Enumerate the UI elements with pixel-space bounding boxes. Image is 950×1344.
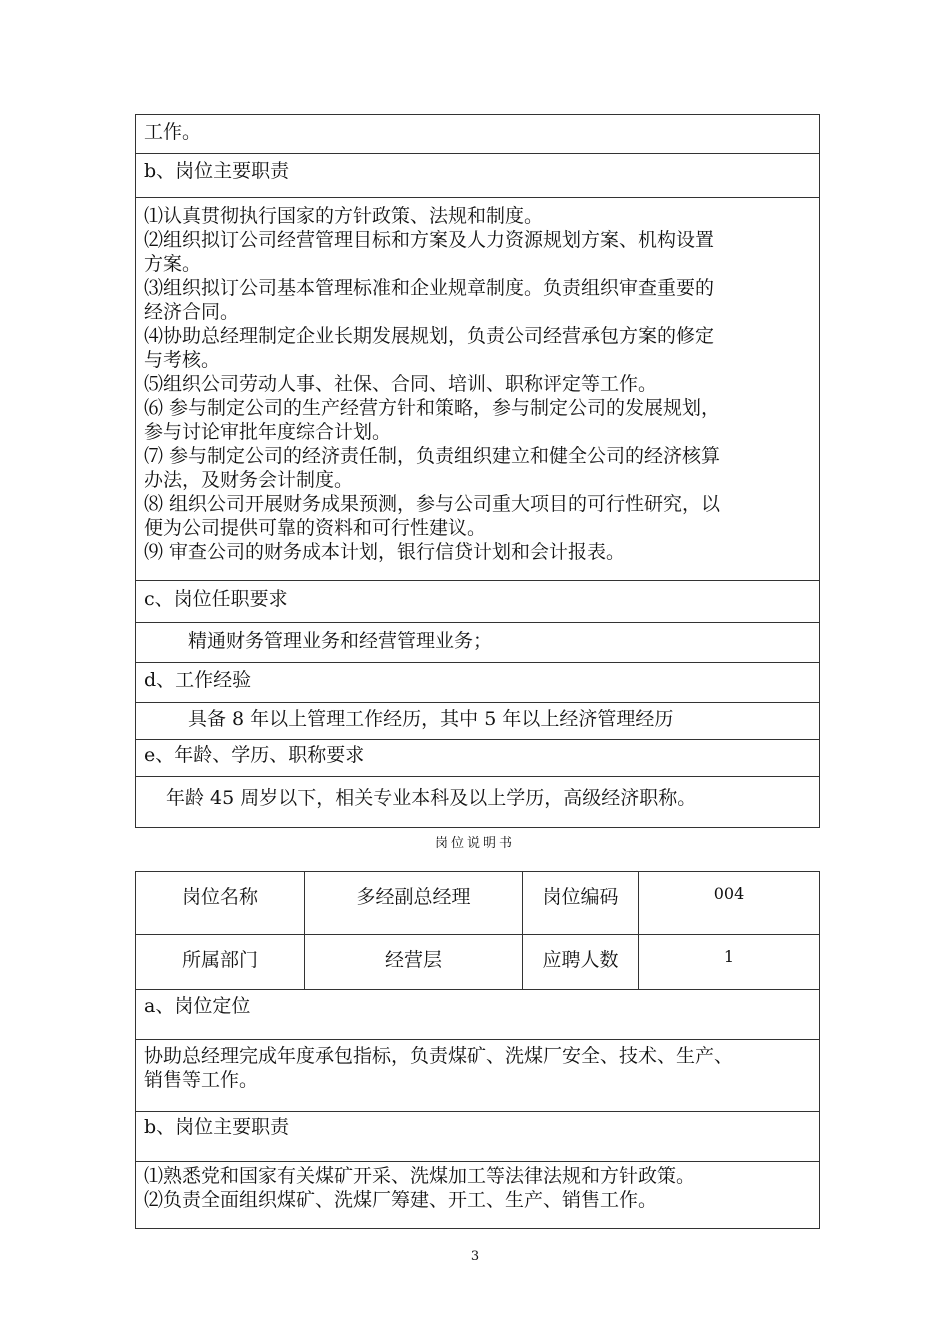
positioning-line: 协助总经理完成年度承包指标，负责煤矿、洗煤厂安全、技术、生产、	[144, 1045, 734, 1067]
position-code-label: 岗位编码	[522, 872, 638, 934]
duties-heading-row-2	[136, 1111, 819, 1161]
duty-line: 便为公司提供可靠的资料和可行性建议。	[144, 517, 487, 539]
requirements-row	[136, 622, 819, 662]
age-education-row	[136, 776, 819, 827]
position-name-value: 多经副总经理	[304, 872, 522, 934]
continuation-text: 工作。	[144, 121, 202, 143]
positioning-heading-row	[136, 989, 819, 1039]
position-code-value: 004	[638, 872, 819, 934]
duty-line: ⑵组织拟订公司经营管理目标和方案及人力资源规划方案、机构设置	[144, 229, 715, 251]
duty-line: ⑺ 参与制定公司的经济责任制，负责组织建立和健全公司的经济核算	[144, 445, 721, 467]
job-description-table-1	[135, 114, 820, 828]
headcount-value: 1	[638, 935, 819, 989]
requirements-heading: c、岗位任职要求	[144, 588, 288, 610]
duty-line: ⑴认真贯彻执行国家的方针政策、法规和制度。	[144, 205, 544, 227]
duties-list	[136, 197, 819, 580]
duty-line: ⑼ 审查公司的财务成本计划，银行信贷计划和会计报表。	[144, 541, 626, 563]
position-row	[136, 872, 819, 934]
positioning-line: 销售等工作。	[144, 1069, 259, 1091]
age-education-text: 年龄 45 周岁以下，相关专业本科及以上学历，高级经济职称。	[166, 787, 697, 809]
department-label: 所属部门	[181, 949, 258, 971]
duty-line: 方案。	[144, 253, 202, 275]
duty-line: 参与讨论审批年度综合计划。	[144, 421, 392, 443]
job-description-table-2	[135, 871, 820, 1229]
experience-heading: d、工作经验	[144, 669, 252, 691]
department-row	[136, 934, 819, 989]
duties-list-2	[136, 1161, 819, 1228]
duties-heading-row	[136, 153, 819, 197]
position-name-label: 岗位名称	[181, 886, 258, 908]
department-value: 经营层	[304, 935, 522, 989]
requirements-text: 精通财务管理业务和经营管理业务；	[188, 630, 493, 652]
document-caption: 岗位说明书	[434, 836, 515, 851]
positioning-heading: a、岗位定位	[144, 995, 251, 1017]
duty-line: ⑵负责全面组织煤矿、洗煤厂筹建、开工、生产、销售工作。	[144, 1189, 658, 1211]
duty-line: ⑷协助总经理制定企业长期发展规划，负责公司经营承包方案的修定	[144, 325, 715, 347]
duty-line: 与考核。	[144, 349, 221, 371]
experience-text: 具备 8 年以上管理工作经历，其中 5 年以上经济管理经历	[188, 708, 674, 730]
duties-heading-2: b、岗位主要职责	[144, 1116, 290, 1138]
duty-line: ⑶组织拟订公司基本管理标准和企业规章制度。负责组织审查重要的	[144, 277, 715, 299]
duty-line: ⑹ 参与制定公司的生产经营方针和策略，参与制定公司的发展规划，	[144, 397, 721, 419]
headcount-label: 应聘人数	[522, 935, 638, 989]
duties-heading: b、岗位主要职责	[144, 160, 290, 182]
requirements-heading-row	[136, 580, 819, 622]
age-education-heading: e、年龄、学历、职称要求	[144, 744, 365, 766]
age-education-heading-row	[136, 739, 819, 776]
continuation-row	[136, 115, 819, 153]
experience-row	[136, 702, 819, 739]
experience-heading-row	[136, 662, 819, 702]
positioning-text	[136, 1039, 819, 1111]
duty-line: ⑻ 组织公司开展财务成果预测，参与公司重大项目的可行性研究，以	[144, 493, 721, 515]
page-number: 3	[470, 1249, 480, 1264]
duty-line: 经济合同。	[144, 301, 240, 323]
duty-line: 办法，及财务会计制度。	[144, 469, 354, 491]
duty-line: ⑸组织公司劳动人事、社保、合同、培训、职称评定等工作。	[144, 373, 658, 395]
duty-line: ⑴熟悉党和国家有关煤矿开采、洗煤加工等法律法规和方针政策。	[144, 1165, 696, 1187]
